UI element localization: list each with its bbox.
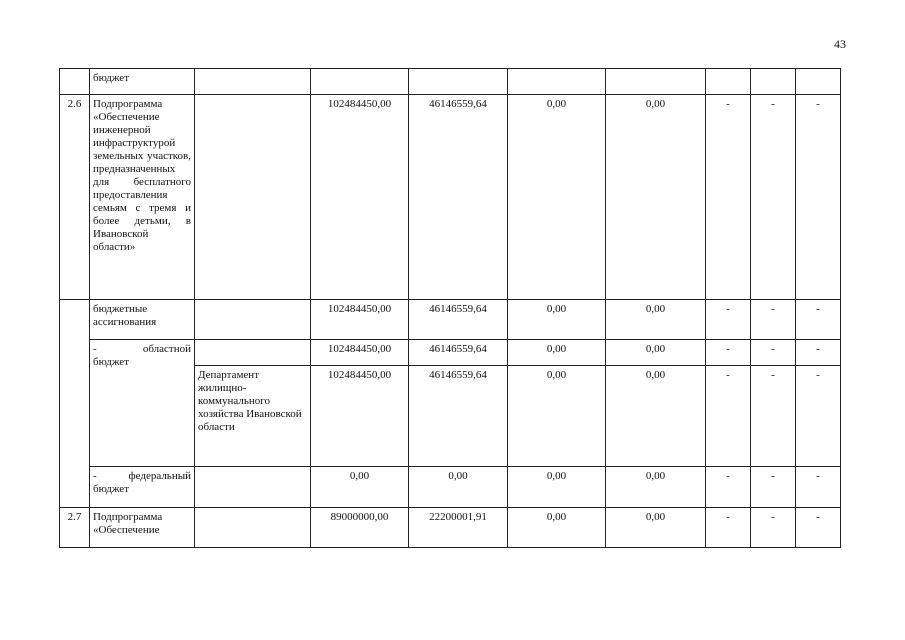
executor-cell [195, 95, 311, 300]
name-cell [90, 467, 195, 508]
dash-cell: - [706, 366, 751, 467]
executor-cell [195, 467, 311, 508]
name-cell: Подпрограмма «Обеспечение инженерной инфраструктурой земельных участков, предназначенных для бесплатного предоставления семьям с тремя и более детьми, в Ивановской области» [90, 95, 195, 300]
dash-cell: - [706, 340, 751, 366]
row-number-cell: 2.7 [60, 508, 90, 548]
dash-cell [796, 69, 841, 95]
name-cell: бюджет [90, 69, 195, 95]
value-cell: 89000000,00 [311, 508, 409, 548]
name-cell: Подпрограмма «Обеспечение [90, 508, 195, 548]
row-number-cell [60, 300, 90, 508]
budget-table [59, 68, 841, 548]
dash-cell: - [796, 467, 841, 508]
executor-cell [195, 69, 311, 95]
executor-cell [195, 300, 311, 340]
value-cell: 22200001,91 [409, 508, 508, 548]
dash-cell: - [796, 366, 841, 467]
value-cell [606, 69, 706, 95]
dash-cell: - [706, 300, 751, 340]
federal-budget-label-line [93, 470, 191, 483]
value-cell: 46146559,64 [409, 95, 508, 300]
dash-cell [706, 69, 751, 95]
label-dash: - [93, 470, 97, 482]
value-cell: 102484450,00 [311, 95, 409, 300]
dash-cell: - [706, 508, 751, 548]
value-cell: 102484450,00 [311, 300, 409, 340]
table-row [60, 300, 841, 340]
table-row [60, 340, 841, 366]
dash-cell: - [796, 340, 841, 366]
value-cell: 46146559,64 [409, 340, 508, 366]
value-cell: 46146559,64 [409, 300, 508, 340]
label-word: федеральный [128, 470, 191, 482]
table-row [60, 69, 841, 95]
dash-cell: - [751, 467, 796, 508]
value-cell: 0,00 [409, 467, 508, 508]
value-cell: 0,00 [606, 366, 706, 467]
dash-cell: - [751, 95, 796, 300]
dash-cell: - [751, 300, 796, 340]
label-dash: - [93, 343, 97, 355]
dash-cell: - [751, 340, 796, 366]
executor-cell [195, 508, 311, 548]
executor-cell [195, 340, 311, 366]
value-cell: 102484450,00 [311, 366, 409, 467]
value-cell [311, 69, 409, 95]
value-cell: 0,00 [606, 300, 706, 340]
dash-cell [751, 69, 796, 95]
value-cell: 0,00 [606, 340, 706, 366]
row-number-cell [60, 69, 90, 95]
row-number-cell: 2.6 [60, 95, 90, 300]
dash-cell: - [796, 95, 841, 300]
name-cell: бюджетные ассигнования [90, 300, 195, 340]
dash-cell: - [796, 300, 841, 340]
value-cell [508, 69, 606, 95]
value-cell: 0,00 [311, 467, 409, 508]
value-cell: 0,00 [606, 467, 706, 508]
value-cell: 0,00 [508, 467, 606, 508]
dash-cell: - [796, 508, 841, 548]
value-cell: 0,00 [508, 300, 606, 340]
dash-cell: - [751, 366, 796, 467]
dash-cell: - [706, 467, 751, 508]
value-cell: 0,00 [508, 340, 606, 366]
value-cell: 0,00 [508, 95, 606, 300]
value-cell [409, 69, 508, 95]
executor-cell: Департамент жилищно-коммунального хозяйства Ивановской области [195, 366, 311, 467]
label-rest: бюджет [93, 356, 129, 368]
dash-cell: - [751, 508, 796, 548]
table-row [60, 508, 841, 548]
name-cell [90, 340, 195, 467]
label-word: областной [142, 343, 191, 355]
dash-cell: - [706, 95, 751, 300]
value-cell: 0,00 [508, 508, 606, 548]
value-cell: 0,00 [508, 366, 606, 467]
table-row [60, 467, 841, 508]
label-rest: бюджет [93, 483, 129, 495]
value-cell: 0,00 [606, 95, 706, 300]
value-cell: 102484450,00 [311, 340, 409, 366]
value-cell: 46146559,64 [409, 366, 508, 467]
value-cell: 0,00 [606, 508, 706, 548]
regional-budget-label-line [93, 343, 191, 356]
page-number: 43 [834, 37, 846, 51]
table-row [60, 95, 841, 300]
